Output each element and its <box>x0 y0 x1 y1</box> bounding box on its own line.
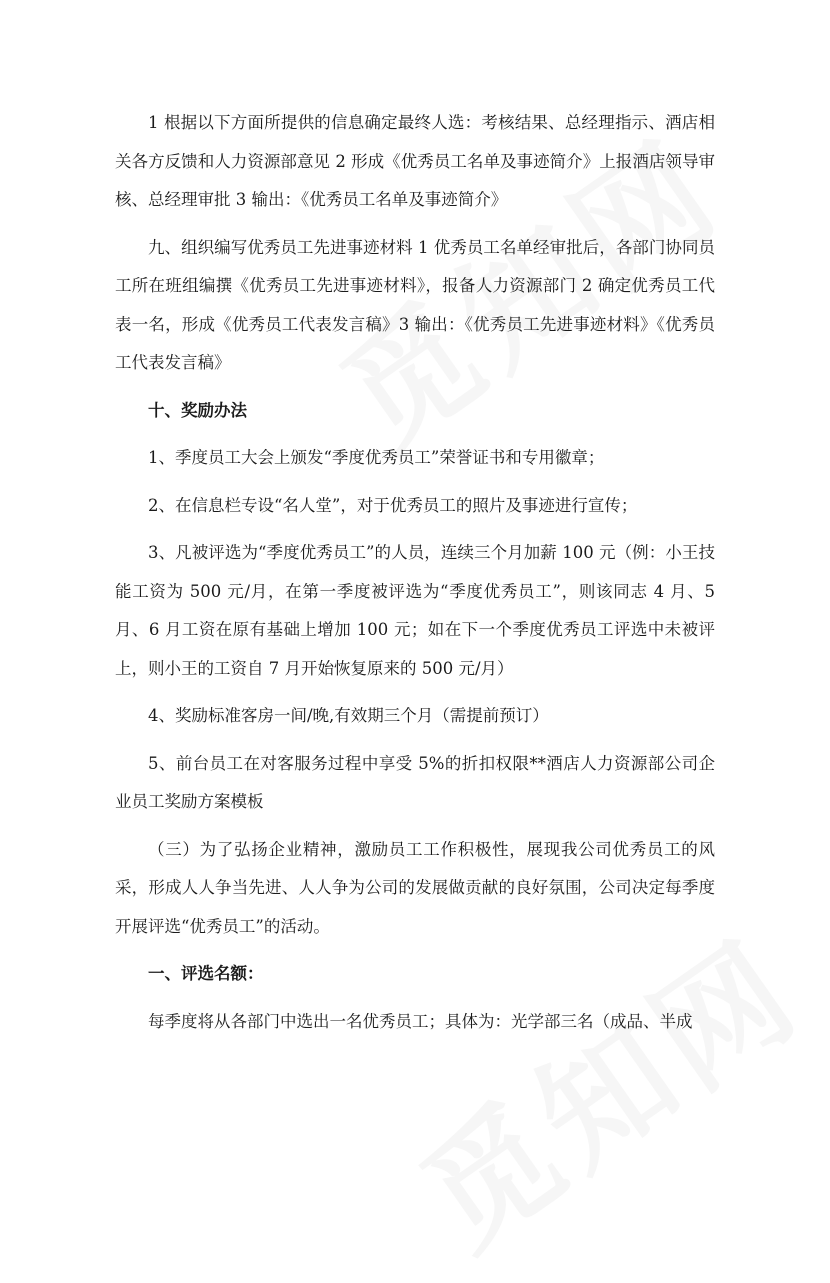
document-body <box>115 104 715 1041</box>
heading-selection-quota: 一、评选名额： <box>148 964 264 983</box>
reward-item-3: 3、凡被评选为“季度优秀员工”的人员，连续三个月加薪 100 元（例：小王技能工资为 500 元/月，在第一季度被评选为“季度优秀员工”，则该同志 4 月、5 月、6 月工资在原有基础上增加 100 元；如在下一个季度优秀员工评选中未被评上，则小王的工资自 7 月开始恢复原来的 500 元/月） <box>115 543 715 678</box>
paragraph-selection-process: 1 根据以下方面所提供的信息确定最终人选：考核结果、总经理指示、酒店相关各方反馈和人力资源部意见 2 形成《优秀员工名单及事迹简介》上报酒店领导审核、总经理审批 3 输出：《优秀员工名单及事迹简介》 <box>115 113 715 209</box>
reward-item-1: 1、季度员工大会上颁发“季度优秀员工”荣誉证书和专用徽章； <box>148 448 605 467</box>
reward-item-4: 4、奖励标准客房一间/晚,有效期三个月（需提前预订） <box>148 706 549 725</box>
heading-reward-methods: 十、奖励办法 <box>148 400 247 420</box>
paragraph-quota-detail: 每季度将从各部门中选出一名优秀员工；具体为：光学部三名（成品、半成 <box>148 1011 693 1031</box>
reward-item-2: 2、在信息栏专设“名人堂”，对于优秀员工的照片及事迹进行宣传； <box>148 495 638 515</box>
paragraph-section-nine: 九、组织编写优秀员工先进事迹材料 1 优秀员工名单经审批后，各部门协同员工所在班组编撰《优秀员工先进事迹材料》，报备人力资源部门 2 确定优秀员工代表一名，形成《优秀员工代表发言稿》3 输出：《优秀员工先进事迹材料》《优秀员工代表发言稿》 <box>115 237 715 372</box>
reward-item-5: 5、前台员工在对客服务过程中享受 5%的折扣权限**酒店人力资源部公司企业员工奖励方案模板 <box>115 753 715 811</box>
paragraph-section-three: （三）为了弘扬企业精神，激励员工工作积极性，展现我公司优秀员工的风采，形成人人争当先进、人人争为公司的发展做贡献的良好氛围，公司决定每季度开展评选“优秀员工”的活动。 <box>115 839 715 936</box>
